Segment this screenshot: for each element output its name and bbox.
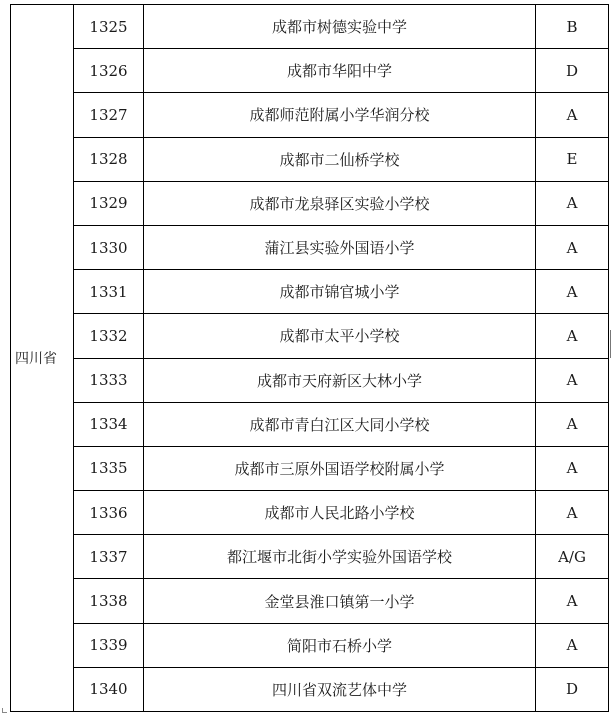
province-cell: 四川省 [11, 5, 74, 712]
school-name: 成都市树德实验中学 [144, 5, 536, 49]
grade-cell: D [536, 49, 609, 93]
table-row [11, 49, 609, 93]
school-name: 成都市二仙桥学校 [144, 137, 536, 181]
school-name: 成都师范附属小学华润分校 [144, 93, 536, 137]
table-row [11, 358, 609, 402]
grade-cell: E [536, 137, 609, 181]
table-row [11, 225, 609, 269]
row-number: 1340 [74, 667, 144, 711]
grade-cell: B [536, 5, 609, 49]
table-row [11, 579, 609, 623]
row-number: 1337 [74, 535, 144, 579]
table-body [11, 5, 609, 712]
school-name: 成都市天府新区大林小学 [144, 358, 536, 402]
school-name: 四川省双流艺体中学 [144, 667, 536, 711]
row-number: 1325 [74, 5, 144, 49]
row-number: 1338 [74, 579, 144, 623]
row-number: 1331 [74, 270, 144, 314]
table-row [11, 667, 609, 711]
school-name: 蒲江县实验外国语小学 [144, 225, 536, 269]
row-number: 1330 [74, 225, 144, 269]
row-number: 1329 [74, 181, 144, 225]
row-number: 1326 [74, 49, 144, 93]
school-name: 成都市人民北路小学校 [144, 491, 536, 535]
row-number: 1336 [74, 491, 144, 535]
corner-mark [2, 708, 7, 713]
grade-cell: A [536, 446, 609, 490]
table-row [11, 623, 609, 667]
school-list-table [10, 4, 609, 712]
row-number: 1332 [74, 314, 144, 358]
grade-cell: A [536, 314, 609, 358]
row-number: 1335 [74, 446, 144, 490]
school-name: 成都市青白江区大同小学校 [144, 402, 536, 446]
grade-cell: A [536, 579, 609, 623]
table-row [11, 491, 609, 535]
scrollbar-edge [610, 330, 611, 358]
table-row [11, 535, 609, 579]
table-row [11, 270, 609, 314]
school-name: 成都市三原外国语学校附属小学 [144, 446, 536, 490]
school-name: 成都市龙泉驿区实验小学校 [144, 181, 536, 225]
grade-cell: A [536, 623, 609, 667]
grade-cell: A [536, 402, 609, 446]
school-name: 成都市太平小学校 [144, 314, 536, 358]
table-row [11, 93, 609, 137]
grade-cell: A [536, 93, 609, 137]
row-number: 1328 [74, 137, 144, 181]
school-name: 简阳市石桥小学 [144, 623, 536, 667]
table-row [11, 137, 609, 181]
table-row [11, 402, 609, 446]
table-row [11, 314, 609, 358]
row-number: 1327 [74, 93, 144, 137]
grade-cell: A [536, 181, 609, 225]
row-number: 1339 [74, 623, 144, 667]
row-number: 1333 [74, 358, 144, 402]
school-name: 成都市锦官城小学 [144, 270, 536, 314]
school-name: 都江堰市北街小学实验外国语学校 [144, 535, 536, 579]
row-number: 1334 [74, 402, 144, 446]
grade-cell: A [536, 270, 609, 314]
grade-cell: A [536, 358, 609, 402]
school-name: 成都市华阳中学 [144, 49, 536, 93]
table-row [11, 181, 609, 225]
grade-cell: A [536, 491, 609, 535]
grade-cell: D [536, 667, 609, 711]
grade-cell: A/G [536, 535, 609, 579]
table-row [11, 446, 609, 490]
school-name: 金堂县淮口镇第一小学 [144, 579, 536, 623]
grade-cell: A [536, 225, 609, 269]
table-row [11, 5, 609, 49]
